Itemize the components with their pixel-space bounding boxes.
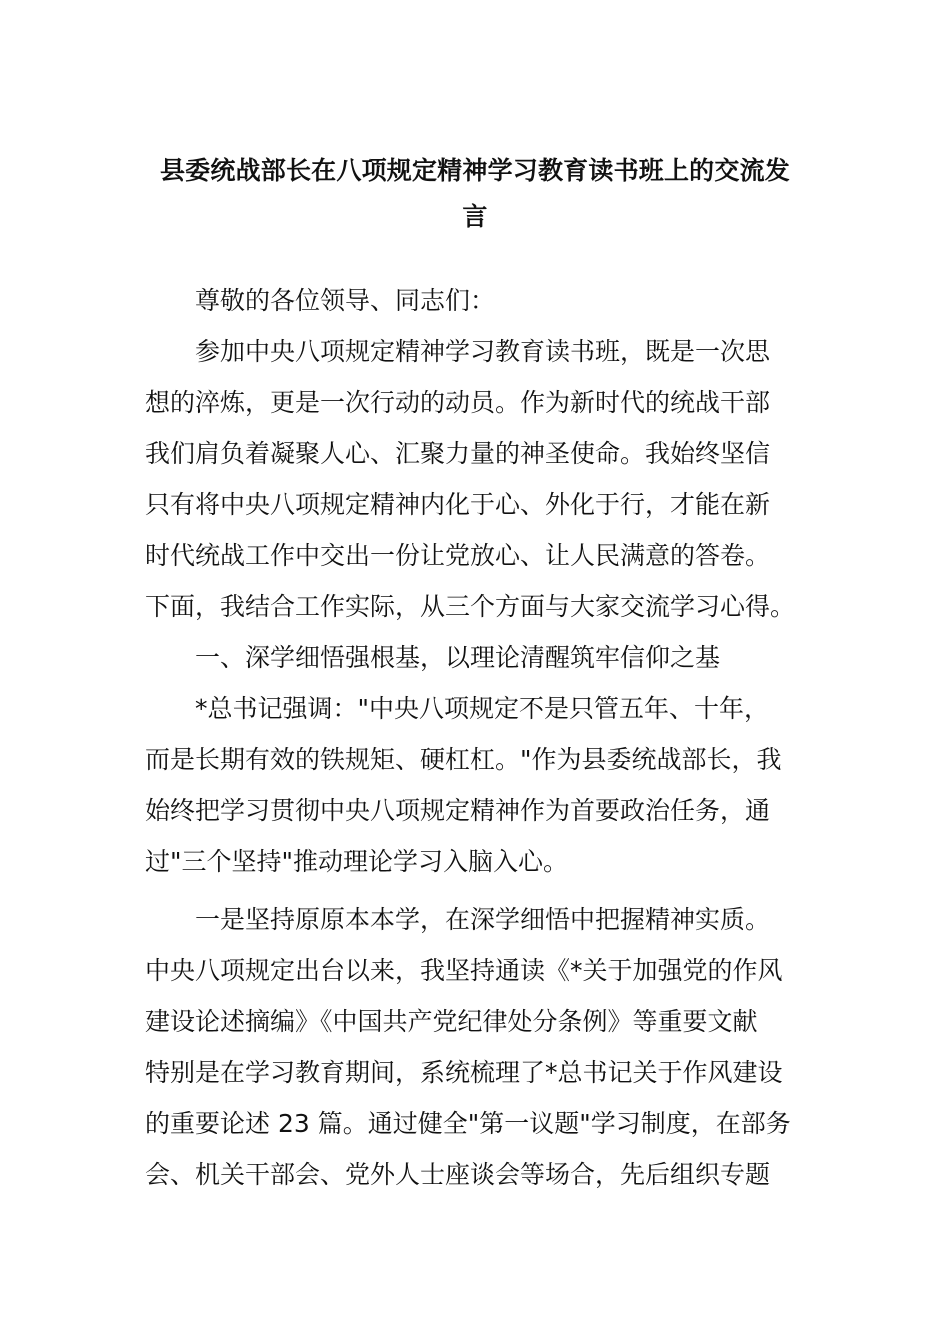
text-line: 中央八项规定出台以来，我坚持通读《*关于加强党的作风: [145, 956, 783, 985]
document-title: [145, 148, 805, 240]
text-line: 过"三个坚持"推动理论学习入脑入心。: [145, 847, 568, 876]
text-line: 参加中央八项规定精神学习教育读书班，既是一次思: [195, 337, 771, 366]
title-line-2: 言: [462, 202, 488, 231]
text-line: 想的淬炼，更是一次行动的动员。作为新时代的统战干部: [145, 388, 771, 417]
text-line: 只有将中央八项规定精神内化于心、外化于行，才能在新: [145, 490, 771, 519]
salutation: 尊敬的各位领导、同志们：: [195, 286, 496, 315]
text-line: 而是长期有效的铁规矩、硬杠杠。"作为县委统战部长，我: [145, 745, 782, 774]
text-line: 始终把学习贯彻中央八项规定精神作为首要政治任务，通: [145, 796, 771, 825]
text-line: 时代统战工作中交出一份让党放心、让人民满意的答卷。: [145, 541, 771, 570]
text-line: 特别是在学习教育期间，系统梳理了*总书记关于作风建设: [145, 1058, 783, 1087]
paragraph-point-1: [145, 894, 807, 1200]
text-line: 建设论述摘编》《中国共产党纪律处分条例》等重要文献: [145, 1007, 758, 1036]
text-line: 下面，我结合工作实际，从三个方面与大家交流学习心得。: [145, 592, 796, 621]
text-line: 我们肩负着凝聚人心、汇聚力量的神圣使命。我始终坚信: [145, 439, 771, 468]
text-line: *总书记强调："中央八项规定不是只管五年、十年，: [195, 694, 770, 723]
document-body: [145, 275, 807, 1200]
text-line: 的重要论述 23 篇。通过健全"第一议题"学习制度，在部务: [145, 1109, 791, 1138]
section-heading-1: 一、深学细悟强根基，以理论清醒筑牢信仰之基: [195, 643, 721, 672]
paragraph-quote: [145, 683, 807, 887]
text-line: 会、机关干部会、党外人士座谈会等场合，先后组织专题: [145, 1160, 771, 1189]
paragraph-intro: [145, 326, 807, 632]
text-line: 一是坚持原原本本学，在深学细悟中把握精神实质。: [195, 905, 771, 934]
paragraph-spacer: [145, 887, 807, 894]
title-line-1: 县委统战部长在八项规定精神学习教育读书班上的交流发: [159, 156, 790, 185]
